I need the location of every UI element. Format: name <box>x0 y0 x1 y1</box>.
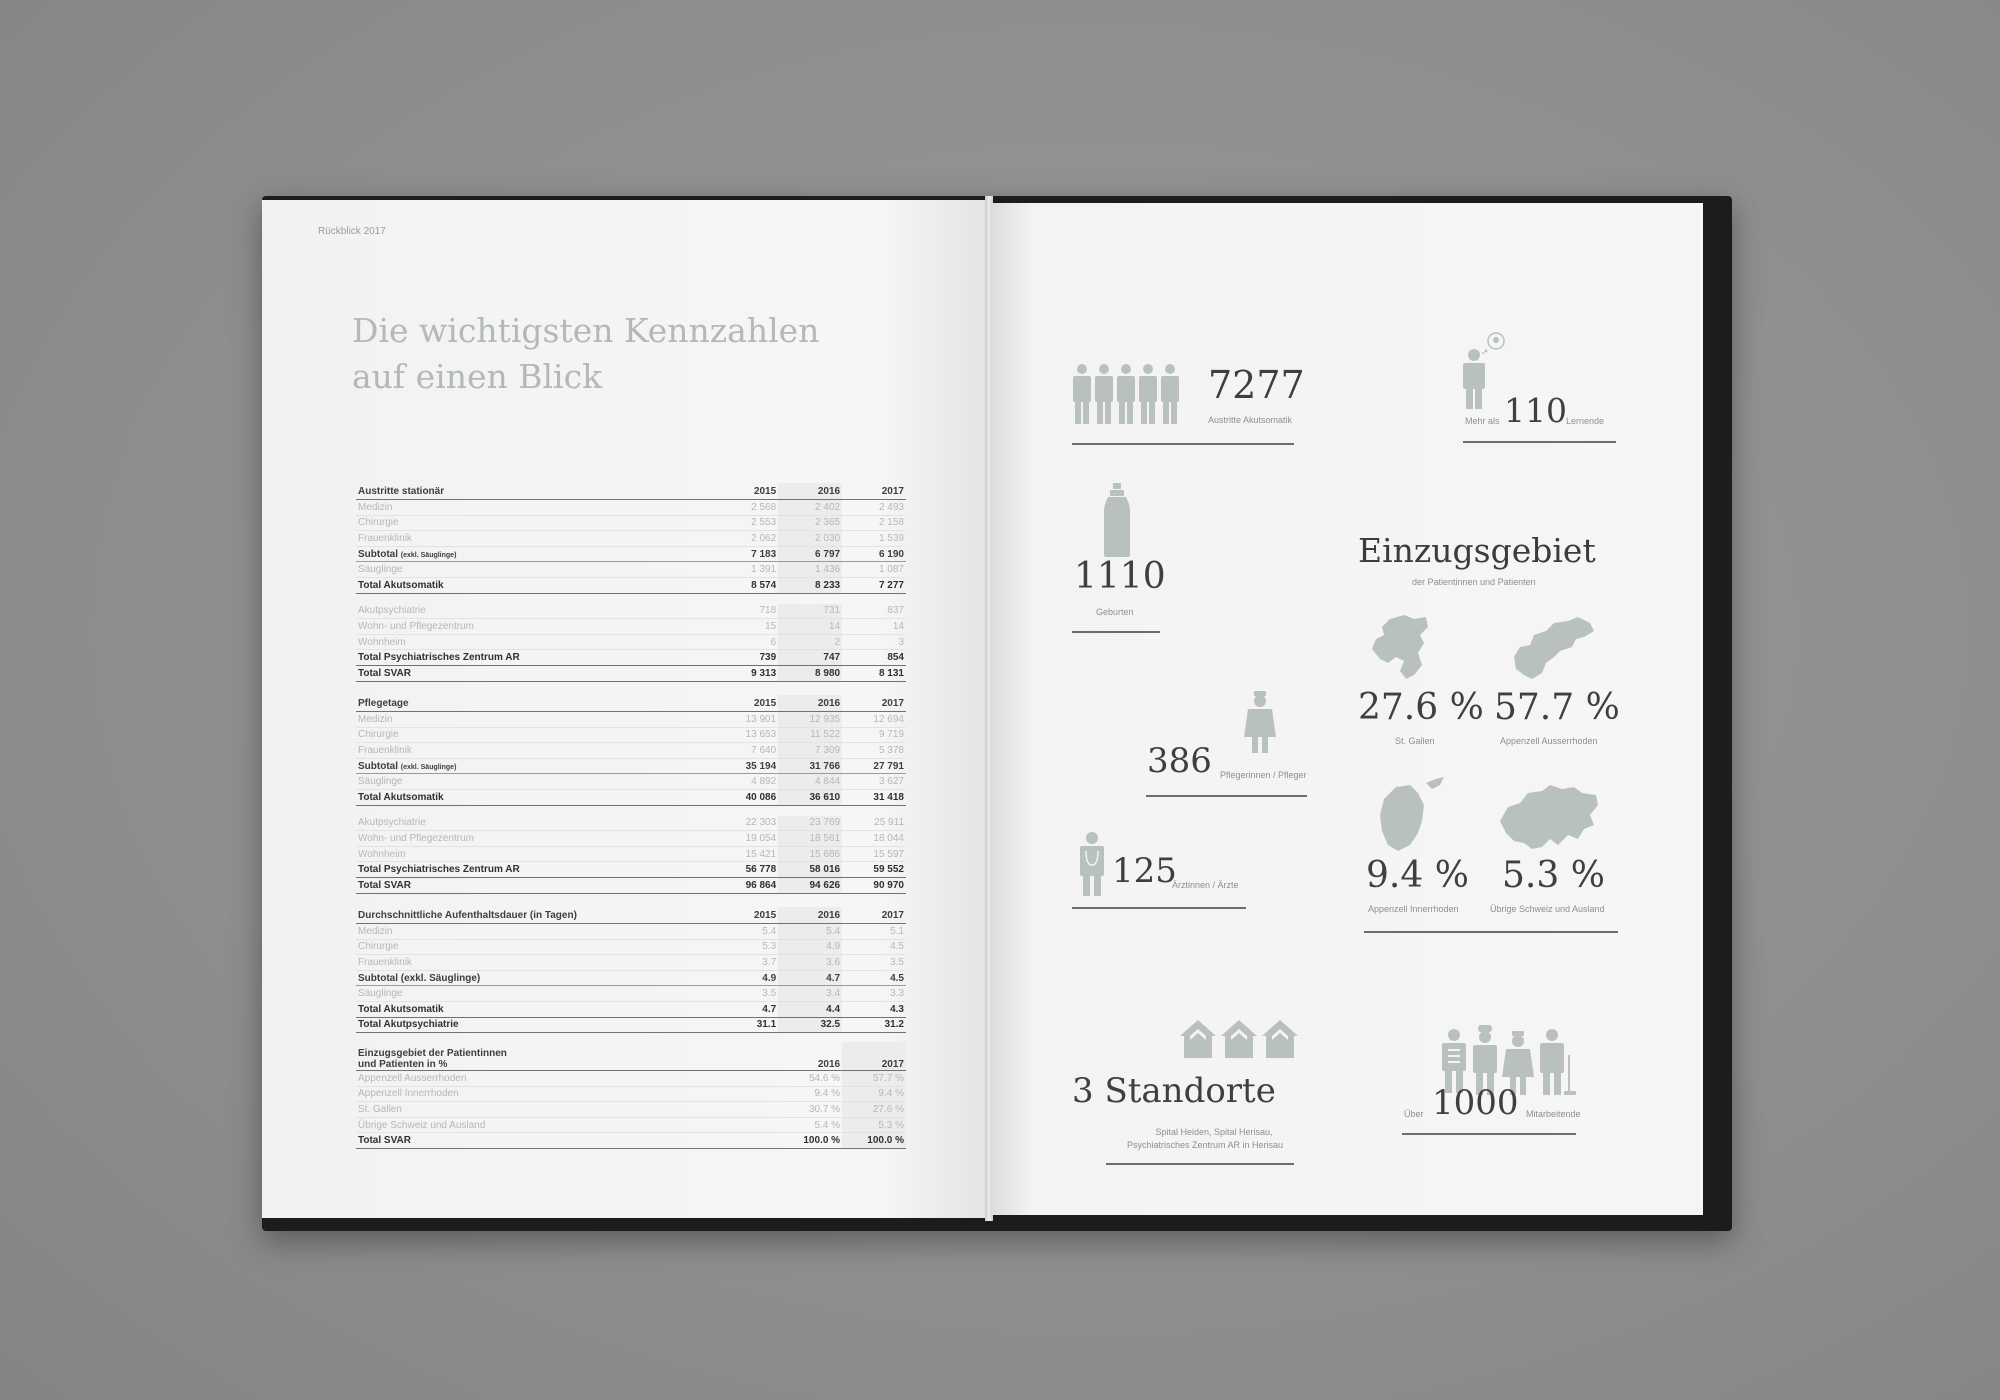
mitarbeitende-value: 1000 <box>1432 1083 1519 1123</box>
table-cell-value: 15 597 <box>842 846 906 862</box>
region-value-st-gallen: 27.6 % <box>1358 687 1484 728</box>
table-cell-value: 5.4 <box>714 924 778 940</box>
mitarbeitende-suffix: Mitarbeitende <box>1526 1109 1581 1119</box>
table-row <box>356 1117 906 1133</box>
region-value-uebrige-schweiz: 5.3 % <box>1502 855 1605 896</box>
row-label-text: Subtotal <box>358 760 398 772</box>
region-label-appenzell-innerrhoden: Appenzell Innerrhoden <box>1368 904 1459 914</box>
table-cell-value <box>714 1042 778 1071</box>
table-row <box>356 604 906 619</box>
region-label-st-gallen: St. Gallen <box>1395 736 1435 746</box>
table-cell-value: 19 054 <box>714 831 778 847</box>
table-row <box>356 546 906 562</box>
table-cell-value: 2016 <box>778 907 842 924</box>
table-cell-value: 54.6 % <box>778 1071 842 1087</box>
table-cell-value: 31 418 <box>842 789 906 805</box>
pflege-caption: Pflegerinnen / Pfleger <box>1220 770 1307 780</box>
standorte-caption-2: Psychiatrisches Zentrum AR in Herisau <box>1126 1140 1284 1150</box>
table-cell-value: 2 402 <box>778 500 842 516</box>
nurse-icon <box>1242 691 1278 755</box>
row-label-text: Total Psychiatrisches Zentrum AR <box>358 864 520 876</box>
table-cell-value: 94 626 <box>778 877 842 893</box>
table-cell-value: 2015 <box>714 483 778 500</box>
table-row <box>356 743 906 759</box>
table-row <box>356 1071 906 1087</box>
geburten-caption: Geburten <box>1096 607 1134 617</box>
table-cell-value: 5.3 <box>714 939 778 955</box>
table-row-label <box>356 1086 714 1102</box>
table-cell-value: 5 378 <box>842 743 906 759</box>
table-row-label <box>356 939 714 955</box>
table-cell-value: 4 892 <box>714 774 778 790</box>
row-label-note: (exkl. Säuglinge) <box>400 763 457 771</box>
table-cell-value: 5.4 <box>778 924 842 940</box>
table-cell-value: 15 421 <box>714 846 778 862</box>
table-cell-value: 3 <box>842 634 906 650</box>
table-cell-value: 100.0 % <box>842 1133 906 1149</box>
table-cell-value: 4 844 <box>778 774 842 790</box>
table-cell-value: 5.4 % <box>778 1117 842 1133</box>
table-row <box>356 562 906 578</box>
table-row <box>356 531 906 547</box>
table-cell-value: 3.3 <box>842 986 906 1002</box>
row-label-text: Total Akutsomatik <box>358 579 444 591</box>
table-row-label <box>356 577 714 593</box>
table-row-label <box>356 846 714 862</box>
table-cell-value: 2016 <box>778 695 842 712</box>
row-label-text: Chirurgie <box>358 941 399 953</box>
table-cell-value <box>714 1102 778 1118</box>
table-cell-value: 13 901 <box>714 712 778 728</box>
table-row-label <box>356 650 714 666</box>
table-cell-value: 4.3 <box>842 1001 906 1017</box>
table-row-label <box>356 955 714 971</box>
table-spacer-cell <box>356 593 906 604</box>
geburten-value: 1110 <box>1074 556 1166 597</box>
row-label-text: Säuglinge <box>358 988 403 1000</box>
row-label-note: (exkl. Säuglinge) <box>400 551 457 559</box>
table-cell-value: 6 797 <box>778 546 842 562</box>
table-cell-value: 22 303 <box>714 816 778 831</box>
table-cell-value: 58 016 <box>778 862 842 878</box>
table-cell-value: 5.3 % <box>842 1117 906 1133</box>
appenzell-ausserrhoden-map-icon <box>1510 617 1596 681</box>
table-row-label <box>356 546 714 562</box>
table-cell-value: 36 610 <box>778 789 842 805</box>
table-row-label <box>356 727 714 743</box>
table-cell-value <box>714 1071 778 1087</box>
region-label-uebrige-schweiz: Übrige Schweiz und Ausland <box>1490 904 1605 914</box>
row-label-text: Austritte stationär <box>358 485 445 497</box>
table-row <box>356 758 906 774</box>
table-cell-value: 2 030 <box>778 531 842 547</box>
table-cell-value: 12 694 <box>842 712 906 728</box>
table-row <box>356 1102 906 1118</box>
row-label-text: Appenzell Innerrhoden <box>358 1088 459 1100</box>
table-row <box>356 665 906 681</box>
table-cell-value: 14 <box>842 619 906 635</box>
table-austritte <box>356 483 906 682</box>
table-cell-value: 31.1 <box>714 1017 778 1033</box>
table-cell-value: 31 766 <box>778 758 842 774</box>
table-row <box>356 1086 906 1102</box>
table-cell-value: 7 183 <box>714 546 778 562</box>
table-row-label <box>356 1017 714 1033</box>
left-page <box>262 200 987 1218</box>
table-cell-value: 25 911 <box>842 816 906 831</box>
table-row-label <box>356 743 714 759</box>
table-cell-value: 1 391 <box>714 562 778 578</box>
table-cell-value: 96 864 <box>714 877 778 893</box>
table-row <box>356 650 906 666</box>
table-cell-value <box>714 1117 778 1133</box>
table-row-label <box>356 562 714 578</box>
row-label-text: Total Psychiatrisches Zentrum AR <box>358 652 520 664</box>
table-row <box>356 939 906 955</box>
table-cell-value: 11 522 <box>778 727 842 743</box>
table-row-label <box>356 907 714 924</box>
table-row <box>356 924 906 940</box>
row-label-text: Medizin <box>358 501 393 513</box>
table-cell-value: 2017 <box>842 907 906 924</box>
running-head: Rückblick 2017 <box>318 226 386 237</box>
lernende-rule <box>1463 441 1616 443</box>
table-cell-value: 6 <box>714 634 778 650</box>
table-row <box>356 727 906 743</box>
table-cell-value: 23 769 <box>778 816 842 831</box>
table-pflegetage <box>356 695 906 894</box>
table-cell-value: 2015 <box>714 907 778 924</box>
table-cell-value: 18 044 <box>842 831 906 847</box>
table-row-label <box>356 712 714 728</box>
einzugsgebiet-subtitle: der Patientinnen und Patienten <box>1412 577 1536 587</box>
table-cell-value: 1 436 <box>778 562 842 578</box>
table-row <box>356 846 906 862</box>
table-spacer-row <box>356 805 906 816</box>
table-cell-value: 3 627 <box>842 774 906 790</box>
table-row-label <box>356 970 714 986</box>
row-label-text: Total SVAR <box>358 1135 411 1147</box>
table-cell-value: 7 309 <box>778 743 842 759</box>
table-cell-value: 2 493 <box>842 500 906 516</box>
page-title <box>352 308 819 400</box>
table-row <box>356 831 906 847</box>
table-cell-value: 59 552 <box>842 862 906 878</box>
appenzell-innerrhoden-map-icon <box>1378 775 1448 853</box>
table-cell-value: 15 686 <box>778 846 842 862</box>
table-row-label <box>356 816 714 831</box>
row-label-text: Übrige Schweiz und Ausland <box>358 1119 486 1131</box>
lernende-prefix: Mehr als <box>1465 416 1500 426</box>
table-row-label <box>356 877 714 893</box>
table-cell-value: 2 062 <box>714 531 778 547</box>
table-header-row <box>356 483 906 500</box>
table-row-label <box>356 483 714 500</box>
austritte-value: 7277 <box>1208 363 1305 407</box>
table-cell-value: 2015 <box>714 695 778 712</box>
table-cell-value: 7 640 <box>714 743 778 759</box>
table-cell-value: 739 <box>714 650 778 666</box>
table-cell-value: 2017 <box>842 1042 906 1071</box>
table-row <box>356 877 906 893</box>
row-label-text: Frauenklinik <box>358 744 412 756</box>
table-row-label <box>356 1001 714 1017</box>
lernende-value: 110 <box>1504 391 1567 430</box>
table-row-label <box>356 1102 714 1118</box>
table-cell-value: 56 778 <box>714 862 778 878</box>
row-label-text: Medizin <box>358 713 393 725</box>
table-cell-value: 7 277 <box>842 577 906 593</box>
table-cell-value: 3.7 <box>714 955 778 971</box>
table-cell-value: 100.0 % <box>778 1133 842 1149</box>
row-label-text: Subtotal (exkl. Säuglinge) <box>358 972 481 984</box>
table-cell-value: 2017 <box>842 483 906 500</box>
table-cell-value: 4.9 <box>714 970 778 986</box>
row-label-text: Total Akutpsychiatrie <box>358 1019 459 1031</box>
einzugsgebiet-title: Einzugsgebiet <box>1358 531 1596 570</box>
mitarbeitende-rule <box>1402 1133 1576 1135</box>
row-label-text: Pflegetage <box>358 697 409 709</box>
pflege-rule <box>1146 795 1307 797</box>
row-label-text: Einzugsgebiet der Patientinnen <box>358 1048 507 1059</box>
table-aufenthaltsdauer <box>356 907 906 1033</box>
right-page <box>990 203 1703 1215</box>
table-cell-value: 731 <box>778 604 842 619</box>
row-label-text: Total Akutsomatik <box>358 791 444 803</box>
table-row <box>356 862 906 878</box>
table-cell-value: 12 935 <box>778 712 842 728</box>
table-cell-value: 9 313 <box>714 665 778 681</box>
table-cell-value: 747 <box>778 650 842 666</box>
table-cell-value: 4.7 <box>714 1001 778 1017</box>
aerzte-value: 125 <box>1112 851 1177 891</box>
table-row-label <box>356 774 714 790</box>
table-header-row <box>356 1042 906 1071</box>
row-label-text: Säuglinge <box>358 564 403 576</box>
table-row-label <box>356 924 714 940</box>
row-label-text: Subtotal <box>358 548 398 560</box>
table-cell-value: 2 158 <box>842 515 906 531</box>
row-label-text: St. Gallen <box>358 1103 402 1115</box>
table-cell-value: 15 <box>714 619 778 635</box>
table-cell-value: 3.6 <box>778 955 842 971</box>
table-cell-value: 27 791 <box>842 758 906 774</box>
table-cell-value: 27.6 % <box>842 1102 906 1118</box>
row-label-text: Akutpsychiatrie <box>358 817 426 829</box>
table-row-label <box>356 619 714 635</box>
table-cell-value: 1 087 <box>842 562 906 578</box>
table-row-label <box>356 789 714 805</box>
table-cell-value: 57.7 % <box>842 1071 906 1087</box>
table-row <box>356 500 906 516</box>
region-label-appenzell-ausserrhoden: Appenzell Ausserrhoden <box>1500 736 1598 746</box>
table-row-label <box>356 831 714 847</box>
table-row-label <box>356 862 714 878</box>
table-cell-value: 2016 <box>778 483 842 500</box>
table-cell-value: 2016 <box>778 1042 842 1071</box>
table-einzugsgebiet <box>356 1042 906 1149</box>
table-cell-value: 9.4 % <box>778 1086 842 1102</box>
table-row-label <box>356 604 714 619</box>
table-cell-value: 3.5 <box>714 986 778 1002</box>
table-cell-value: 4.9 <box>778 939 842 955</box>
table-row <box>356 634 906 650</box>
table-cell-value: 2 <box>778 634 842 650</box>
table-spacer-row <box>356 593 906 604</box>
table-cell-value: 1 539 <box>842 531 906 547</box>
row-label-text: Appenzell Ausserrhoden <box>358 1072 467 1084</box>
table-cell-value: 30.7 % <box>778 1102 842 1118</box>
row-label-text: Frauenklinik <box>358 956 412 968</box>
austritte-caption: Austritte Akutsomatik <box>1208 415 1293 425</box>
table-cell-value: 2017 <box>842 695 906 712</box>
table-cell-value: 31.2 <box>842 1017 906 1033</box>
table-row-label <box>356 1071 714 1087</box>
table-row <box>356 515 906 531</box>
switzerland-map-icon <box>1498 785 1600 851</box>
title-line-1: Die wichtigsten Kennzahlen <box>352 311 820 350</box>
row-label-text: Akutpsychiatrie <box>358 605 426 617</box>
row-label-text: Chirurgie <box>358 729 399 741</box>
row-label-text: Wohn- und Pflegezentrum <box>358 620 474 632</box>
table-cell-value: 18 561 <box>778 831 842 847</box>
table-cell-value: 4.7 <box>778 970 842 986</box>
table-cell-value: 4.5 <box>842 970 906 986</box>
table-row <box>356 986 906 1002</box>
table-row-label <box>356 500 714 516</box>
einzugsgebiet-rule <box>1364 931 1618 933</box>
table-cell-value: 9.4 % <box>842 1086 906 1102</box>
table-row <box>356 1017 906 1033</box>
table-cell-value: 5.1 <box>842 924 906 940</box>
row-label-text: Wohnheim <box>358 636 406 648</box>
table-cell-value: 4.4 <box>778 1001 842 1017</box>
standorte-rule <box>1106 1163 1294 1165</box>
table-row <box>356 1001 906 1017</box>
table-row-label <box>356 531 714 547</box>
table-cell-value: 8 980 <box>778 665 842 681</box>
lernende-suffix: Lernende <box>1566 416 1605 426</box>
table-row <box>356 955 906 971</box>
table-row <box>356 789 906 805</box>
row-label-text: Wohn- und Pflegezentrum <box>358 832 474 844</box>
table-row-label <box>356 1133 714 1149</box>
table-cell-value: 3.4 <box>778 986 842 1002</box>
region-value-appenzell-ausserrhoden: 57.7 % <box>1494 687 1620 728</box>
aerzte-caption: Ärztinnen / Ärzte <box>1172 880 1239 890</box>
table-header-row <box>356 907 906 924</box>
table-row-label <box>356 1042 714 1071</box>
row-label-text: Säuglinge <box>358 776 403 788</box>
baby-bottle-icon <box>1102 483 1132 558</box>
table-row-label <box>356 634 714 650</box>
table-row <box>356 774 906 790</box>
table-row-label <box>356 695 714 712</box>
table-row-label <box>356 986 714 1002</box>
doctor-icon <box>1072 831 1112 899</box>
three-houses-icon <box>1180 1018 1300 1060</box>
austritte-rule <box>1072 443 1294 445</box>
table-row <box>356 1133 906 1149</box>
row-label-text-2: und Patienten in % <box>358 1059 448 1070</box>
table-cell-value <box>714 1133 778 1149</box>
table-cell-value: 6 190 <box>842 546 906 562</box>
table-cell-value: 2 365 <box>778 515 842 531</box>
table-cell-value: 40 086 <box>714 789 778 805</box>
table-row <box>356 970 906 986</box>
table-header-row <box>356 695 906 712</box>
table-cell-value: 3.5 <box>842 955 906 971</box>
table-cell-value: 4.5 <box>842 939 906 955</box>
aerzte-rule <box>1072 907 1246 909</box>
row-label-text: Medizin <box>358 925 393 937</box>
table-spacer-cell <box>356 805 906 816</box>
table-cell-value: 854 <box>842 650 906 666</box>
row-label-text: Durchschnittliche Aufenthaltsdauer (in Tagen) <box>358 909 577 921</box>
row-label-text: Total Akutsomatik <box>358 1003 444 1015</box>
table-cell-value: 2 568 <box>714 500 778 516</box>
table-row-label <box>356 758 714 774</box>
table-row <box>356 577 906 593</box>
title-line-2: auf einen Blick <box>352 357 603 396</box>
region-value-appenzell-innerrhoden: 9.4 % <box>1366 855 1469 896</box>
row-label-text: Frauenklinik <box>358 532 412 544</box>
table-row-label <box>356 515 714 531</box>
table-row-label <box>356 665 714 681</box>
table-cell-value: 90 970 <box>842 877 906 893</box>
table-cell-value: 13 653 <box>714 727 778 743</box>
mitarbeitende-prefix: Über <box>1404 1109 1424 1119</box>
table-cell-value: 8 233 <box>778 577 842 593</box>
row-label-text: Total SVAR <box>358 879 411 891</box>
table-cell-value: 8 574 <box>714 577 778 593</box>
table-cell-value: 2 553 <box>714 515 778 531</box>
table-cell-value: 32.5 <box>778 1017 842 1033</box>
table-row <box>356 816 906 831</box>
table-cell-value: 837 <box>842 604 906 619</box>
table-cell-value: 14 <box>778 619 842 635</box>
table-cell-value: 8 131 <box>842 665 906 681</box>
table-cell-value <box>714 1086 778 1102</box>
standorte-value: 3 Standorte <box>1072 1071 1276 1111</box>
pflege-value: 386 <box>1147 741 1212 781</box>
table-cell-value: 718 <box>714 604 778 619</box>
table-row-label <box>356 1117 714 1133</box>
st-gallen-map-icon <box>1370 613 1430 683</box>
table-cell-value: 9 719 <box>842 727 906 743</box>
row-label-text: Chirurgie <box>358 517 399 529</box>
table-cell-value: 35 194 <box>714 758 778 774</box>
table-row <box>356 619 906 635</box>
row-label-text: Wohnheim <box>358 848 406 860</box>
patients-group-icon <box>1070 363 1182 431</box>
table-row <box>356 712 906 728</box>
standorte-caption-1: Spital Heiden, Spital Herisau, <box>1155 1127 1273 1137</box>
row-label-text: Total SVAR <box>358 667 411 679</box>
geburten-rule <box>1072 631 1160 633</box>
